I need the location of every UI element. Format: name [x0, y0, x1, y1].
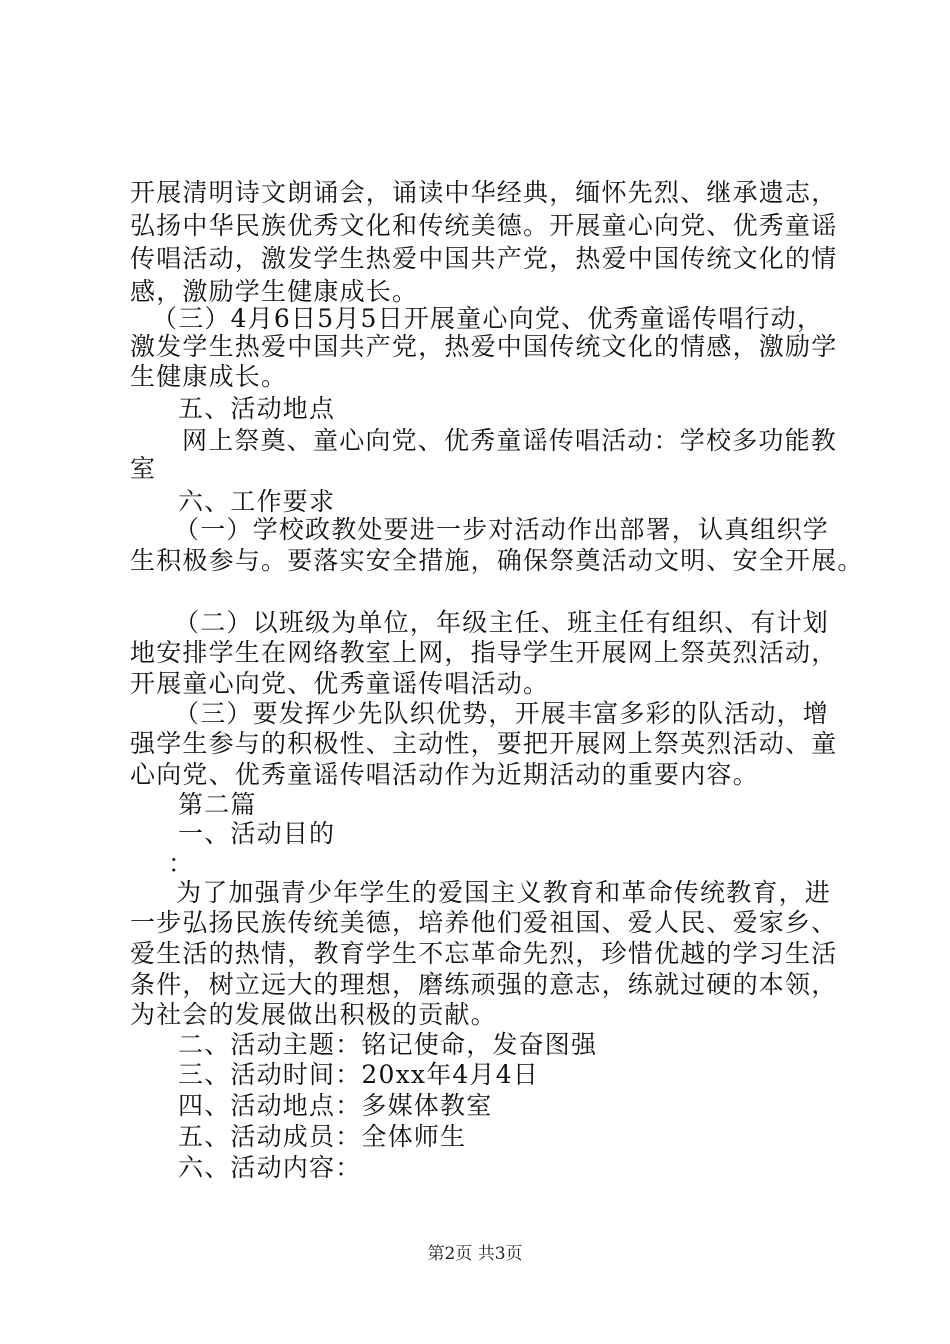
- text-line: 传唱活动，激发学生热爱中国共产党，热爱中国传统文化的情: [130, 244, 838, 273]
- text-line: 开展清明诗文朗诵会，诵读中华经典，缅怀先烈、继承遗志，: [130, 178, 838, 207]
- text-line: 室: [130, 454, 157, 483]
- section-heading: 三、活动时间：20xx年4月4日: [178, 1060, 540, 1089]
- text-line: （二）以班级为单位，年级主任、班主任有组织、有计划: [174, 608, 830, 637]
- section-heading: 六、工作要求: [178, 487, 336, 516]
- text-line: 感，激励学生健康成长。: [130, 277, 419, 306]
- text-line: （一）学校政教处要进一步对活动作出部署，认真组织学: [174, 515, 830, 544]
- text-line: 生健康成长。: [130, 362, 288, 391]
- section-heading: 五、活动地点: [178, 394, 336, 423]
- text-line: 生积极参与。要落实安全措施，确保祭奠活动文明、安全开展。: [130, 546, 864, 575]
- section-heading: 四、活动地点：多媒体教室: [178, 1091, 493, 1120]
- text-line: 爱生活的热情，教育学生不忘革命先烈，珍惜优越的学习生活: [130, 939, 838, 968]
- section-heading: 五、活动成员：全体师生: [178, 1122, 467, 1151]
- text-line: 强学生参与的积极性、主动性，要把开展网上祭英烈活动、童: [130, 729, 838, 758]
- section-heading: 六、活动内容：: [178, 1153, 362, 1182]
- text-line: 网上祭奠、童心向党、优秀童谣传唱活动：学校多功能教: [182, 426, 838, 455]
- text-line: （三）4月6日5月5日开展童心向党、优秀童谣传唱行动，: [152, 304, 824, 333]
- text-line: ：: [168, 849, 195, 878]
- section-heading: 二、活动主题：铭记使命，发奋图强: [178, 1030, 598, 1059]
- text-line: 条件，树立远大的理想，磨练顽强的意志，练就过硬的本领，: [130, 970, 838, 999]
- text-line: 地安排学生在网络教室上网，指导学生开展网上祭英烈活动，: [130, 638, 838, 667]
- text-line: 一步弘扬民族传统美德，培养他们爱祖国、爱人民、爱家乡、: [130, 908, 838, 937]
- section-heading: 一、活动目的: [178, 819, 336, 848]
- text-line: 为社会的发展做出积极的贡献。: [130, 1000, 497, 1029]
- text-line: 为了加强青少年学生的爱国主义教育和革命传统教育，进: [176, 878, 832, 907]
- text-line: 开展童心向党、优秀童谣传唱活动。: [130, 669, 550, 698]
- text-line: 激发学生热爱中国共产党，热爱中国传统文化的情感，激励学: [130, 332, 838, 361]
- text-line: 心向党、优秀童谣传唱活动作为近期活动的重要内容。: [130, 760, 759, 789]
- page-footer: 第2页 共3页: [427, 1244, 523, 1264]
- section-heading: 第二篇: [178, 790, 257, 819]
- text-line: （三）要发挥少先队织优势，开展丰富多彩的队活动，增: [174, 699, 830, 728]
- text-line: 弘扬中华民族优秀文化和传统美德。开展童心向党、优秀童谣: [130, 211, 838, 240]
